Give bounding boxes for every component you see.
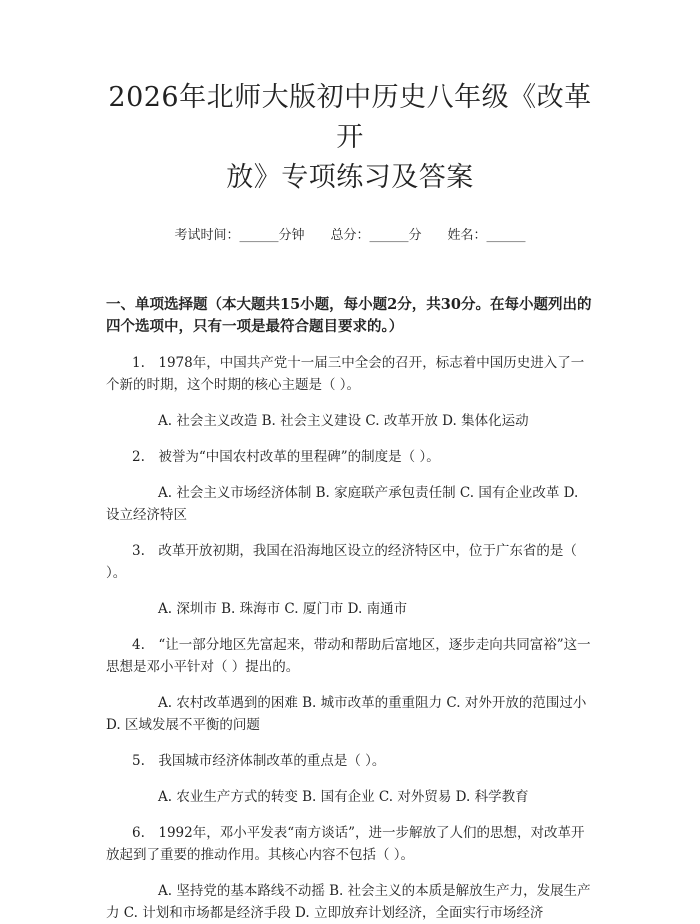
question-stem: 5. 我国城市经济体制改革的重点是（ ）。 xyxy=(132,753,386,769)
question-options: A. 社会主义市场经济体制 B. 家庭联产承包责任制 C. 国有企业改革 D. 设立经济特区 xyxy=(106,485,579,523)
question-options: A. 农村改革遇到的困难 B. 城市改革的重重阻力 C. 对外开放的范围过小 D. 区域发展不平衡的问题 xyxy=(106,695,587,733)
title-line-1: 2026年北师大版初中历史八年级《改革开 xyxy=(108,82,592,153)
document-title xyxy=(106,78,594,198)
question-stem: 1. 1978年，中国共产党十一届三中全会的召开，标志着中国历史进入了一个新的时期，这个时期的核心主题是（ ）。 xyxy=(106,355,585,393)
question-stem: 4. “让一部分地区先富起来，带动和帮助后富地区，逐步走向共同富裕”这一思想是邓小平针对（ ）提出的。 xyxy=(106,637,591,675)
question-options: A. 农业生产方式的转变 B. 国有企业 C. 对外贸易 D. 科学教育 xyxy=(158,789,529,805)
question-options: A. 社会主义改造 B. 社会主义建设 C. 改革开放 D. 集体化运动 xyxy=(158,413,529,429)
question-options: A. 深圳市 B. 珠海市 C. 厦门市 D. 南通市 xyxy=(158,601,408,617)
section-heading: 一、单项选择题（本大题共15小题，每小题2分，共30分。在每小题列出的四个选项中，只有一项是最符合题目要求的。） xyxy=(106,296,592,335)
exam-meta xyxy=(106,224,594,244)
title-line-2: 放》专项练习及答案 xyxy=(226,162,474,193)
exam-score: 总分：______分 xyxy=(330,228,422,243)
question-stem: 6. 1992年，邓小平发表“南方谈话”，进一步解放了人们的思想，对改革开放起到了重要的推动作用。其核心内容不包括（ ）。 xyxy=(106,825,585,863)
student-name: 姓名：______ xyxy=(447,228,526,243)
question-stem: 3. 改革开放初期，我国在沿海地区设立的经济特区中，位于广东省的是（ ）。 xyxy=(106,543,577,581)
exam-time: 考试时间：______分钟 xyxy=(174,228,305,243)
question-options: A. 坚持党的基本路线不动摇 B. 社会主义的本质是解放生产力，发展生产力 C. 计划和市场都是经济手段 D. 立即放弃计划经济，全面实行市场经济 xyxy=(106,883,591,921)
question-list xyxy=(106,352,594,924)
question-stem: 2. 被誉为“中国农村改革的里程碑”的制度是（ ）。 xyxy=(132,449,440,465)
